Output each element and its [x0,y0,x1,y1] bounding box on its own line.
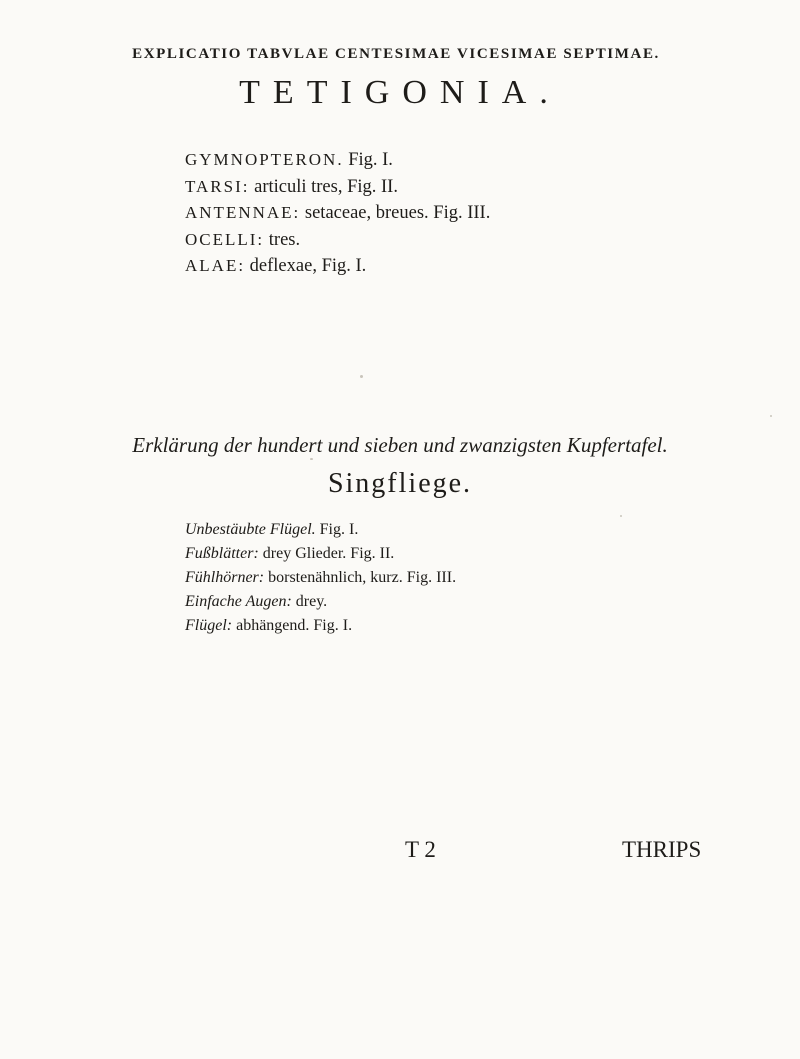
paper-speck [770,415,772,417]
german-term: Einfache Augen: [185,593,292,610]
latin-entry [185,227,645,254]
latin-text: setaceae, breues. Fig. III. [304,203,491,223]
german-text: borstenähnlich, kurz. Fig. III. [268,569,457,586]
german-entry [185,566,645,590]
german-text: Fig. I. [319,521,359,538]
german-description [185,518,645,638]
german-genus-title: Singfliege. [327,468,473,499]
latin-entry [185,253,645,280]
german-term: Fühlhörner: [185,569,265,586]
plate-explication-header: EXPLICATIO TABVLAE CENTESIMAE VICESIMAE SEPTIMAE. [132,46,660,62]
german-term: Fußblätter: [185,545,259,562]
german-term: Unbestäubte Flügel. [185,521,316,538]
latin-entry [185,147,645,174]
german-term: Flügel: [185,617,233,634]
latin-term: ANTENNAE: [185,203,301,222]
genus-title: TETIGONIA. [239,74,561,111]
paper-speck [360,375,363,378]
latin-term: OCELLI: [185,229,265,249]
paper-speck [310,458,313,460]
german-entry [185,590,645,614]
latin-entry [185,174,645,201]
signature-mark: T 2 [405,837,436,862]
latin-entry [185,200,645,227]
latin-term: ALAE: [185,256,246,275]
paper-speck [620,515,622,517]
latin-term: TARSI: [185,176,250,196]
latin-description [185,147,645,280]
german-entry [185,614,645,638]
latin-text: deflexae, Fig. I. [249,256,367,276]
german-text: drey Glieder. Fig. II. [262,545,395,562]
german-entry [185,518,645,542]
german-text: abhängend. Fig. I. [236,617,353,634]
latin-text: Fig. I. [348,150,393,170]
german-text: drey. [295,593,328,610]
german-entry [185,542,645,566]
german-plate-heading: Erklärung der hundert und sieben und zwanzigsten Kupfertafel. [132,433,668,457]
catchword: THRIPS [622,837,702,862]
latin-text: tres. [268,229,301,250]
latin-term: GYMNOPTERON. [185,150,344,169]
latin-text: articuli tres, Fig. II. [254,176,398,197]
